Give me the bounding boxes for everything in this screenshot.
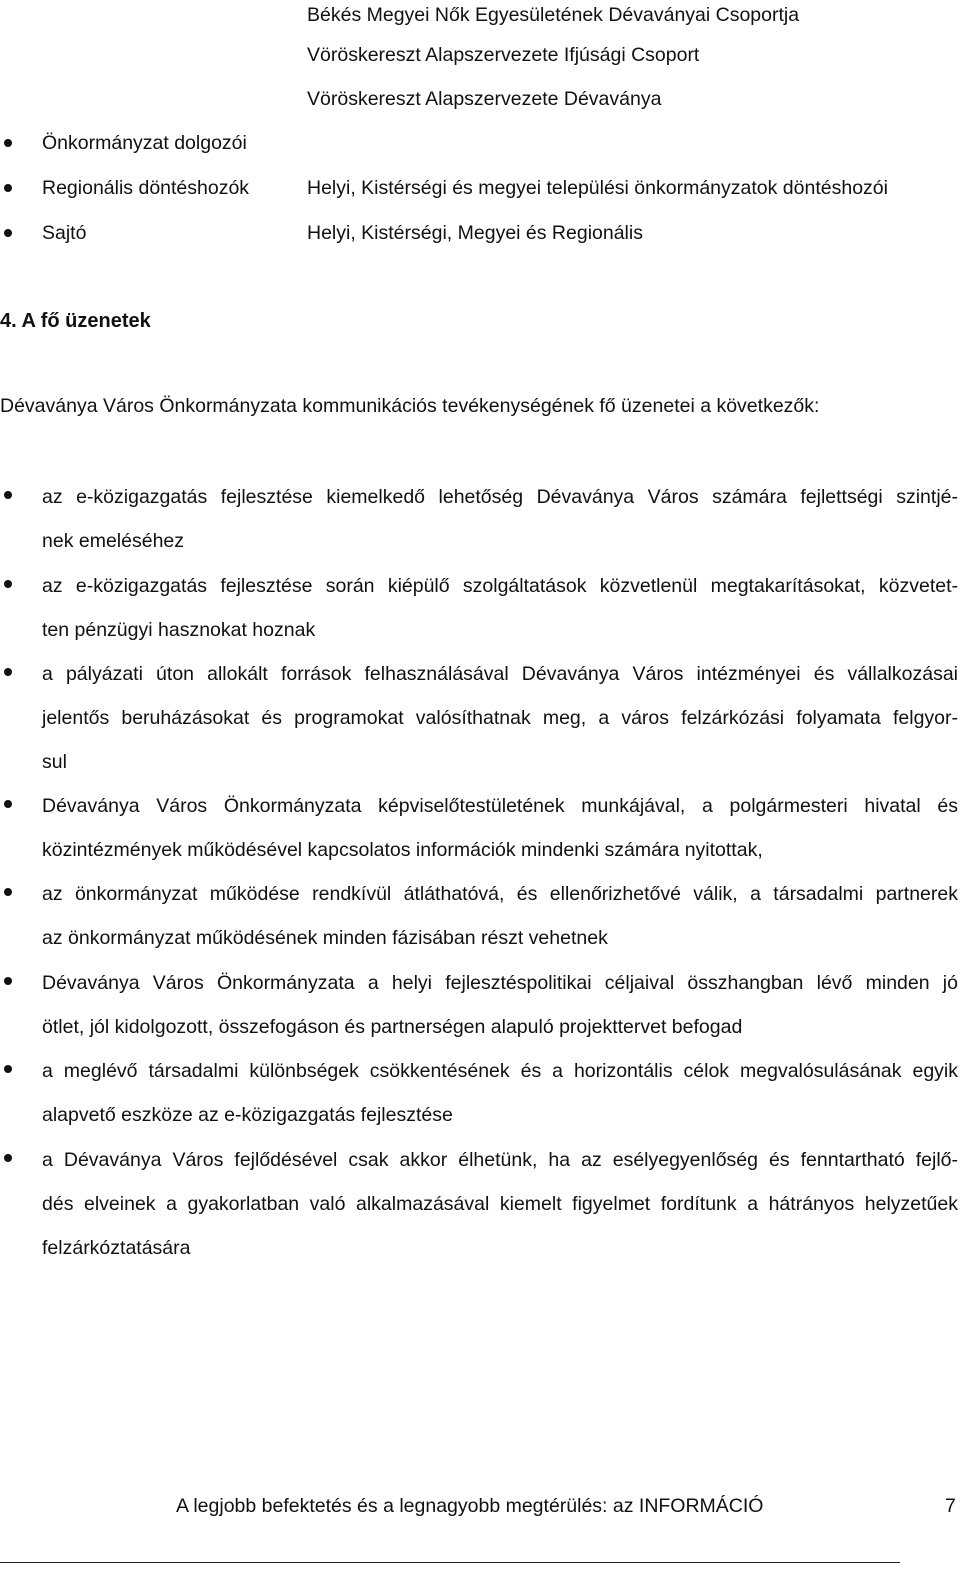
list-item-text: az önkormányzat működése rendkívül átláthatóvá, és ellenőrizhetővé válik, a társadalmi partnerek az önkormányzat működésének minden fázisában részt vehetnek <box>42 883 958 949</box>
list-item-text: Dévaványa Város Önkormányzata képviselőtestületének munkájával, a polgármesteri hivatal és közintézmények működésével kapcsolatos információk mindenki számára nyitottak, <box>42 795 958 861</box>
audience-row <box>0 40 960 70</box>
audience-row <box>0 218 960 248</box>
bullet-icon <box>4 491 12 499</box>
category-cell: Önkormányzat dolgozói <box>42 132 247 154</box>
audience-cell: Vöröskereszt Alapszervezete Ifjúsági Csoport <box>307 44 700 66</box>
audience-cell: Vöröskereszt Alapszervezete Dévaványa <box>307 88 662 110</box>
bullet-icon <box>4 580 12 588</box>
bullet-icon <box>4 888 12 896</box>
audience-cell: Helyi, Kistérségi és megyei települési önkormányzatok döntéshozói <box>307 177 888 199</box>
footer-divider <box>0 1562 900 1563</box>
list-item-text: az e-közigazgatás fejlesztése kiemelkedő lehetőség Dévaványa Város számára fejlettségi szintjé- nek emeléséhez <box>42 486 958 552</box>
audience-row <box>0 84 960 114</box>
bullet-icon <box>4 184 12 192</box>
section-heading: 4. A fő üzenetek <box>0 310 151 332</box>
audience-row <box>0 173 960 203</box>
bullet-icon <box>4 1154 12 1162</box>
list-item-text: a pályázati úton allokált források felhasználásával Dévaványa Város intézményei és vállalkozásai jelentős beruházásokat és programokat valósíthatnak meg, a város felzárkózási folyamata felgyor- sul <box>42 663 958 773</box>
footer-text: A legjobb befektetés és a legnagyobb megtérülés: az INFORMÁCIÓ <box>176 1495 764 1517</box>
category-cell: Sajtó <box>42 222 87 244</box>
audience-cell: Helyi, Kistérségi, Megyei és Regionális <box>307 222 643 244</box>
audience-row <box>0 128 960 158</box>
bullet-icon <box>4 1065 12 1073</box>
page-number: 7 <box>945 1495 956 1517</box>
bullet-icon <box>4 139 12 147</box>
list-item-text: a Dévaványa Város fejlődésével csak akkor élhetünk, ha az esélyegyenlőség és fenntartható fejlő- dés elveinek a gyakorlatban való alkalmazásával kiemelt figyelmet fordítunk a hátrányos helyzetűek felzárkóztatására <box>42 1149 958 1259</box>
bullet-icon <box>4 977 12 985</box>
bullet-icon <box>4 229 12 237</box>
bullet-icon <box>4 668 12 676</box>
list-item-text: a meglévő társadalmi különbségek csökkentésének és a horizontális célok megvalósulásának egyik alapvető eszköze az e-közigazgatás fejlesztése <box>42 1060 958 1126</box>
category-cell: Regionális döntéshozók <box>42 177 250 199</box>
audience-cell: Békés Megyei Nők Egyesületének Dévaványai Csoportja <box>307 4 800 26</box>
bullet-icon <box>4 800 12 808</box>
audience-row <box>0 0 960 30</box>
intro-paragraph: Dévaványa Város Önkormányzata kommunikációs tevékenységének fő üzenetei a következők: <box>0 395 820 417</box>
list-item-text: Dévaványa Város Önkormányzata a helyi fejlesztéspolitikai céljaival összhangban lévő minden jó ötlet, jól kidolgozott, összefogáson és partnerségen alapuló projekttervet befogad <box>42 972 958 1038</box>
list-item-text: az e-közigazgatás fejlesztése során kiépülő szolgáltatások közvetlenül megtakarításokat, közvetet- ten pénzügyi hasznokat hoznak <box>42 575 958 641</box>
